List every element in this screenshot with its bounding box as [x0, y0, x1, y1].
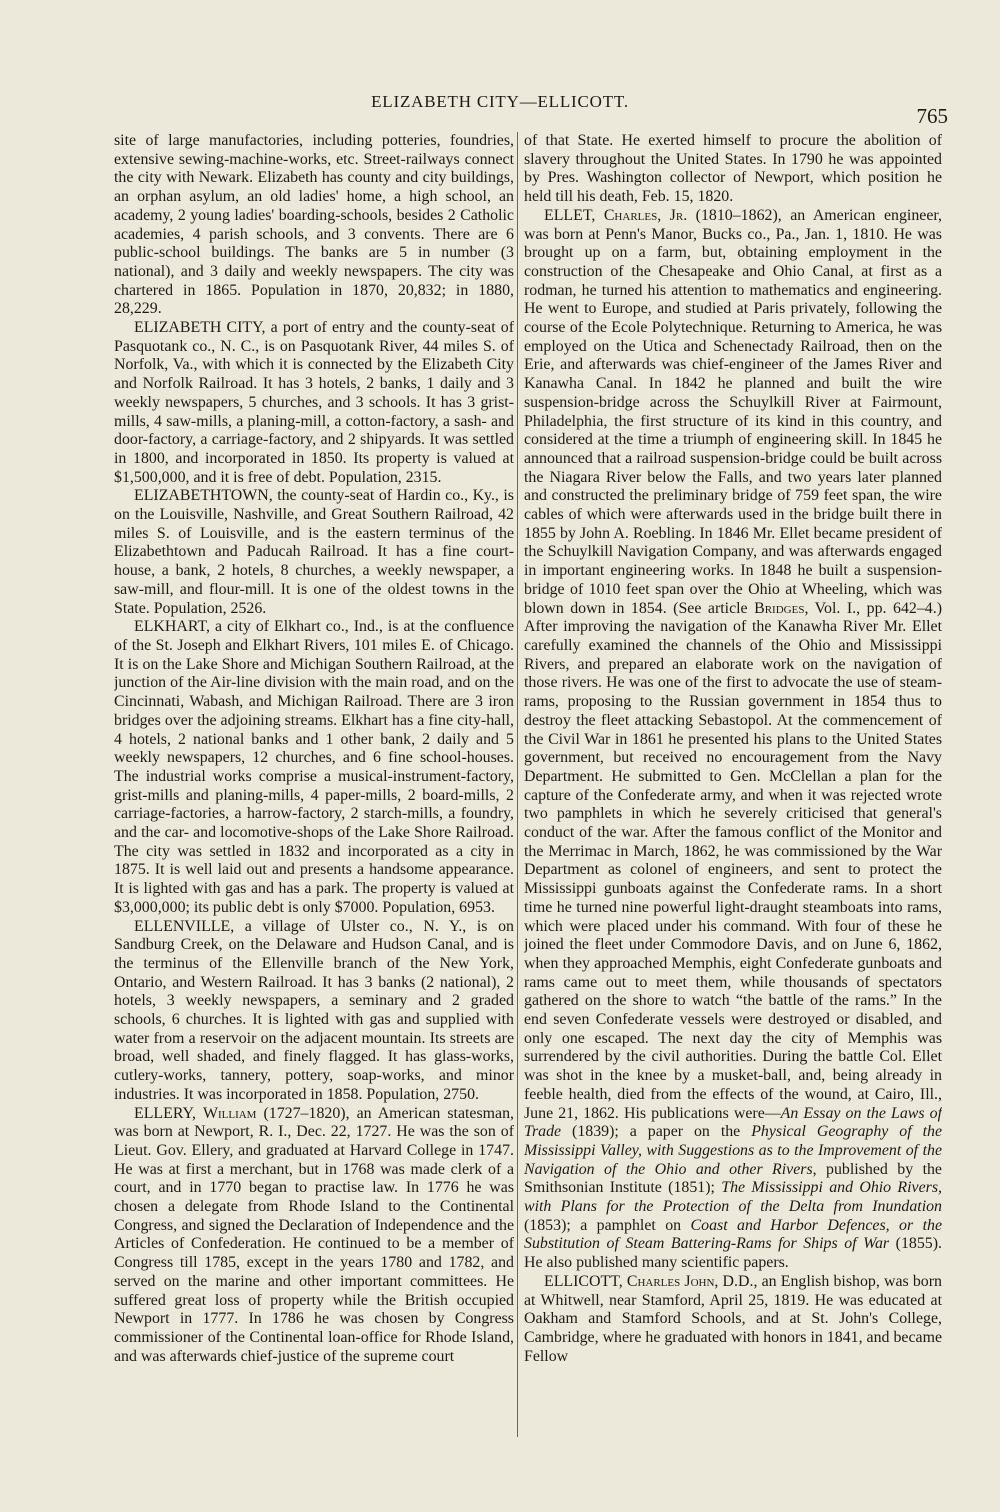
entry-ellicott — [524, 1273, 942, 1367]
running-header: ELIZABETH CITY—ELLICOTT. — [371, 92, 629, 111]
entry-ellet-mid-1: (1839); a paper on the — [561, 1123, 752, 1141]
entry-ellet-mid-3: (1853); a pamphlet on — [524, 1216, 691, 1234]
page-number: 765 — [916, 104, 948, 128]
entry-ellet-body: (1810–1862), an American engineer, was born at Penn's Manor, Bucks co., Pa., Jan. 1, 1810. He was brought up on a farm, but, obtaining employment in the construction of the Chesapeake and Ohio Canal, at first as a rodman, he turned his attention to mathematics and engineering. He went to Europe, and studied at Paris privately, following the course of the Ecole Polytechnique. Returning to America, he was employed on the Utica and Schenectady Railroad, then on the Erie, and afterwards was chief-engineer of the James River and Kanawha Canal. In 1842 he planned and built the wire suspension-bridge across the Schuylkill River at Fairmount, Philadelphia, the first structure of its kind in this country, and considered at the time a triumph of engineering skill. In 1845 he announced that a railroad suspension-bridge could be built across the Niagara River below the Falls, and two years later planned and constructed the preliminary bridge of 759 feet span, the wire cables of which were afterwards used in the bridge built there in 1855 by John A. Roebling. In 1846 Mr. Ellet became president of the Schuylkill Navigation Company, and was afterwards engaged in important engineering works. In 1848 he built a suspension-bridge of 1010 feet span over the Ohio at Wheeling, which was blown down in 1854. (See article — [524, 206, 942, 617]
right-column — [524, 132, 942, 1442]
paragraph-elizabeth-continued: site of large manufactories, including potteries, foundries, extensive sewing-machine-works, etc. Street-railways connect the city with Newark. Elizabeth has county and city buildings, an orphan asylum, an old ladies' home, a high school, an academy, 2 young ladies' boarding-schools, besides 2 Catholic academies, 4 parish schools, and 3 convents. There are 6 public-school buildings. The banks are 5 in number (3 national), and 3 daily and weekly newspapers. The city was chartered in 1865. Population in 1870, 20,832; in 1880, 28,229. — [114, 132, 514, 318]
left-column — [114, 132, 514, 1442]
cross-reference-bridges: Bridges — [754, 599, 805, 617]
entry-ellicott-head: ELLICOTT, — [544, 1272, 627, 1290]
column-divider — [517, 132, 518, 1437]
entry-elizabeth-city: ELIZABETH CITY, a port of entry and the county-seat of Pasquotank co., N. C., is on Pasquotank River, 44 miles S. of Norfolk, Va., with which it is connected by the Elizabeth City and Norfolk Railroad. It has 3 hotels, 2 banks, 1 daily and 3 weekly newspapers, 5 churches, and 3 schools. It has 3 grist-mills, 4 saw-mills, a planing-mill, a cotton-factory, a sash- and door-factory, a carriage-factory, and 2 shipyards. It was settled in 1800, and incorporated in 1850. Its property is valued at $1,500,000, and it is free of debt. Population, 2315. — [114, 319, 514, 486]
entry-ellery — [114, 1105, 514, 1367]
entry-ellery-body: (1727–1820), an American statesman, was born at Newport, R. I., Dec. 22, 1727. He was the son of Lieut. Gov. Ellery, and graduated at Harvard College in 1747. He was at first a merchant, but in 1768 was made clerk of a court, and in 1770 began to practise law. In 1776 he was chosen a delegate from Rhode Island to the Continental Congress, and signed the Declaration of Independence and the Articles of Confederation. He continued to be a member of Congress till 1785, except in the years 1780 and 1782, and served on the marine and other important committees. He suffered great loss of property while the British occupied Newport in 1777. In 1786 he was chosen by Congress commissioner of the Continental loan-office for Rhode Island, and was afterwards chief-justice of the supreme court — [114, 1104, 514, 1365]
work-title-2: Physical Geography of the Mississippi Valley, with Suggestions as to the Improvement of the Navigation of the Ohio and other Rivers — [524, 1123, 942, 1178]
work-title-4: Coast and Harbor Defences, or the Substitution of Steam Battering-Rams for Ships of War — [524, 1216, 942, 1253]
entry-ellery-head: ELLERY, — [134, 1104, 203, 1122]
work-title-3: The Mississippi and Ohio Rivers, with Plans for the Protection of the Delta from Inundation — [524, 1179, 942, 1216]
entry-ellet-body-2: , Vol. I., pp. 642–4.) After improving the navigation of the Kanawha River Mr. Ellet carefully examined the channels of the Ohio and Mississippi Rivers, and prepared an elaborate work on the navigation of those rivers. He was one of the first to advocate the use of steam-rams, proposing to the Russian government in 1854 thus to destroy the fleet attacking Sebastopol. At the commencement of the Civil War in 1861 he presented his plans to the United States government, but received no encouragement from the Navy Department. He submitted to Gen. McClellan a plan for the capture of the Confederate army, and when it was rejected wrote two pamphlets in which he severely criticised that general's conduct of the war. After the famous conflict of the Monitor and the Merrimac in March, 1862, he was commissioned by the War Department as colonel of engineers, and sent to protect the Mississippi gunboats against the Confederate rams. In a short time he turned nine powerful light-draught steamboats into rams, which were placed under his command. With four of these he joined the fleet under Commodore Davis, and on June 6, 1862, when they approached Memphis, eight Confederate gunboats and rams came out to meet them, while thousands of spectators gathered on the shore to watch “the battle of the rams.” In the end seven Confederate vessels were destroyed or disabled, and only one escaped. The next day the city of Memphis was surrendered by the civil authorities. During the battle Col. Ellet was shot in the knee by a musket-ball, and, being already in feeble health, died from the effects of the wound, at Cairo, Ill., June 21, 1862. His publications were— — [524, 599, 942, 1122]
entry-ellenville: ELLENVILLE, a village of Ulster co., N. Y., is on Sandburg Creek, on the Delaware and Hudson Canal, and is the terminus of the Ellenville branch of the New York, Ontario, and Western Railroad. It has 3 banks (2 national), 2 hotels, 3 weekly newspapers, a seminary and 2 graded schools, 6 churches. It is lighted with gas and supplied with water from a reservoir on the adjacent mountain. Its streets are broad, well shaded, and finely flagged. It has glass-works, cutlery-works, tannery, pottery, soap-works, and minor industries. It was incorporated in 1858. Population, 2750. — [114, 917, 514, 1103]
entry-ellicott-body: , D.D., an English bishop, was born at Whitwell, near Stamford, April 25, 1819. He was educated at Oakham and Stamford Schools, and at St. John's College, Cambridge, where he graduated with honors in 1841, and became Fellow — [524, 1272, 942, 1365]
entry-ellery-forename: William — [202, 1104, 257, 1122]
entry-ellet-forename: Charles, Jr. — [603, 206, 688, 224]
entry-ellet-mid-2: , published by the Smithsonian Institute (1851); — [524, 1160, 942, 1197]
entry-elkhart: ELKHART, a city of Elkhart co., Ind., is at the confluence of the St. Joseph and Elkhart Rivers, 101 miles E. of Chicago. It is on the Lake Shore and Michigan Southern Railroad, at the junction of the Air-line division with the main road, and on the Cincinnati, Wabash, and Michigan Railroad. There are 3 iron bridges over the adjoining streams. Elkhart has a fine city-hall, 4 hotels, 2 national banks and 1 other bank, 2 daily and 5 weekly newspapers, 12 churches, and 6 fine school-houses. The industrial works comprise a musical-instrument-factory, grist-mills and planing-mills, 4 paper-mills, 2 board-mills, 2 carriage-factories, a harrow-factory, 2 starch-mills, a foundry, and the car- and locomotive-shops of the Lake Shore Railroad. The city was settled in 1832 and incorporated as a city in 1875. It is well laid out and presents a handsome appearance. It is lighted with gas and has a park. The property is valued at $3,000,000; its public debt is only $7000. Population, 6953. — [114, 618, 514, 916]
entry-ellicott-forename: Charles John — [626, 1272, 715, 1290]
entry-ellet-head: ELLET, — [544, 206, 604, 224]
work-title-1: An Essay on the Laws of Trade — [524, 1104, 942, 1141]
paragraph-ellery-continued: of that State. He exerted himself to procure the abolition of slavery throughout the United States. In 1790 he was appointed by Pres. Washington collector of Newport, which position he held till his death, Feb. 15, 1820. — [524, 132, 942, 206]
entry-ellet-end: (1855). He also published many scientific papers. — [524, 1235, 942, 1272]
entry-elizabethtown: ELIZABETHTOWN, the county-seat of Hardin co., Ky., is on the Louisville, Nashville, and Great Southern Railroad, 42 miles S. of Louisville, and is the eastern terminus of the Elizabethtown and Paducah Railroad. It has a fine court-house, a bank, 2 hotels, 8 churches, a weekly newspaper, a saw-mill, and flour-mill. It is one of the oldest towns in the State. Population, 2526. — [114, 487, 514, 617]
entry-ellet — [524, 207, 942, 1273]
